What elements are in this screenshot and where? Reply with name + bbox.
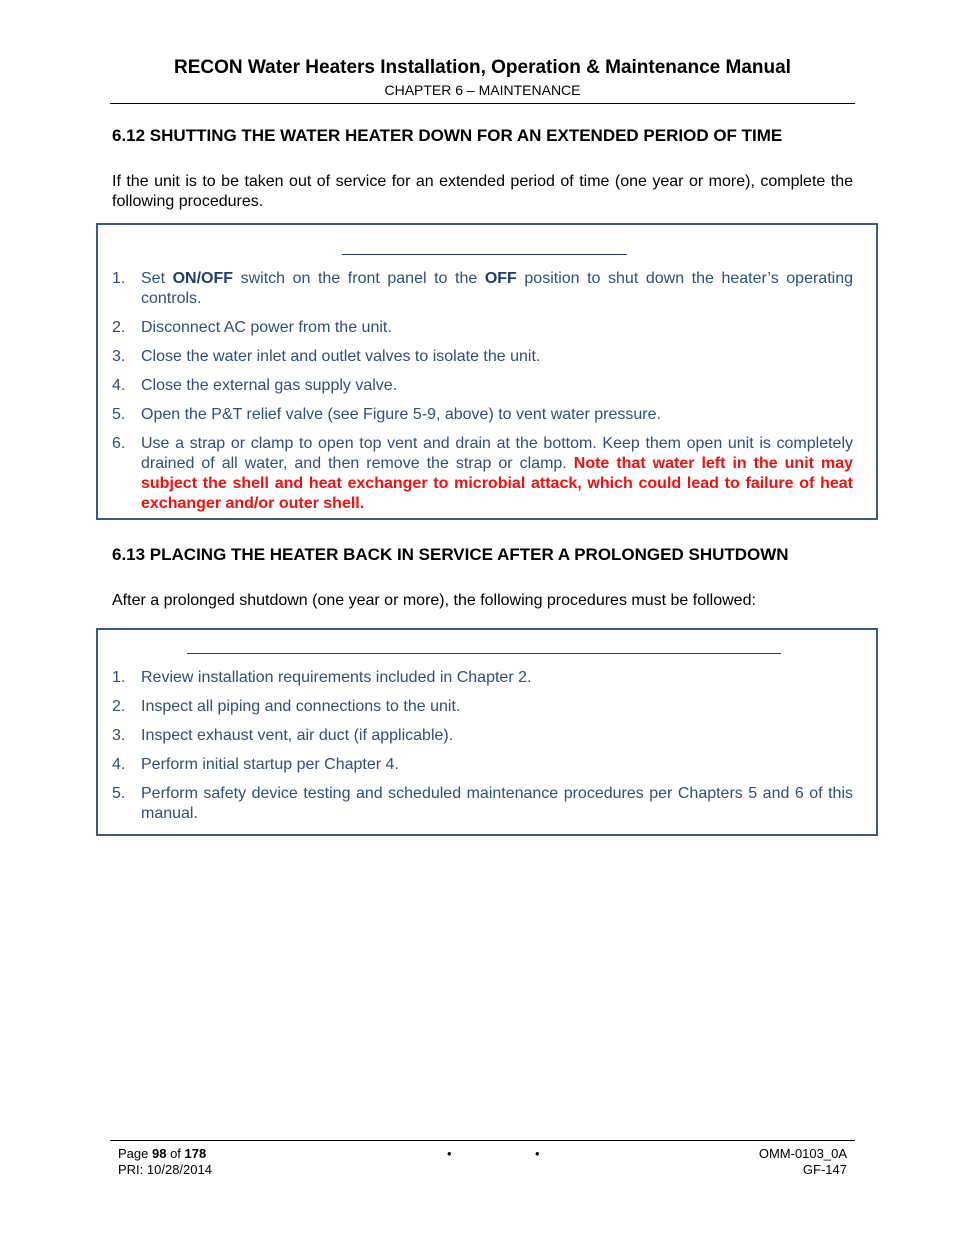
off-label: OFF [484, 270, 517, 287]
document-id: OMM-0103_0A [758, 1146, 847, 1161]
shutdown-procedure-box [96, 223, 878, 520]
page-number: Page 98 of 178 [118, 1146, 207, 1161]
footer-bullet: • [535, 1146, 540, 1161]
restart-steps [112, 668, 853, 833]
warning-note: Note that water left in the unit may subject the shell and heat exchanger to microbial attack, which could lead to failure of heat exchanger and/or outer shell. [141, 455, 854, 512]
footer-left [118, 1146, 212, 1178]
list-item: 2. Inspect all piping and connections to the unit. [112, 698, 461, 715]
step-number: 1. [112, 270, 126, 287]
step-number: 3. [112, 348, 126, 365]
section-613-heading: 6.13 PLACING THE HEATER BACK IN SERVICE AFTER A PROLONGED SHUTDOWN [112, 545, 789, 564]
list-item: 3. Inspect exhaust vent, air duct (if applicable). [112, 727, 454, 744]
section-612-intro: If the unit is to be taken out of service for an extended period of time (one year or more), complete the following procedures. [112, 173, 853, 210]
list-item: 4. Perform initial startup per Chapter 4. [112, 756, 399, 773]
step-number: 5. [112, 785, 126, 802]
list-item: 5. Open the P&T relief valve (see Figure 5-9, above) to vent water pressure. [112, 406, 661, 423]
step-number: 2. [112, 319, 126, 336]
box-title-rule [187, 653, 781, 654]
box-title-rule [342, 254, 627, 255]
restart-procedure-box [96, 628, 878, 836]
footer-bullet: • [447, 1146, 452, 1161]
form-id: GF-147 [802, 1162, 847, 1177]
list-item: 2. Disconnect AC power from the unit. [112, 319, 392, 336]
section-613-intro: After a prolonged shutdown (one year or more), the following procedures must be followed: [112, 592, 756, 609]
chapter-label: CHAPTER 6 – MAINTENANCE [384, 82, 581, 98]
on-off-label: ON/OFF [172, 270, 234, 287]
header-rule [110, 103, 855, 104]
page-header [110, 56, 855, 100]
step-number: 4. [112, 756, 126, 773]
step-number: 1. [112, 669, 126, 686]
list-item: 5. Perform safety device testing and scheduled maintenance procedures per Chapters 5 and 6 of this manual. [112, 785, 853, 822]
document-title: RECON Water Heaters Installation, Operation & Maintenance Manual [174, 57, 791, 78]
footer-rule [110, 1140, 855, 1141]
footer-right [759, 1146, 847, 1178]
step-number: 3. [112, 727, 126, 744]
step-number: 6. [112, 435, 126, 452]
list-item: 6. Use a strap or clamp to open top vent and drain at the bottom. Keep them open unit is completely drained of all water, and then remove the strap or clamp. Note that water left in the unit may subject the shell and heat exchanger to microbial attack, which could lead to failure of heat exchanger and/or outer shell. [112, 435, 854, 512]
step-number: 5. [112, 406, 126, 423]
list-item: 1. Review installation requirements included in Chapter 2. [112, 669, 532, 686]
list-item: 1. Set ON/OFF switch on the front panel to the OFF position to shut down the heater’s operating controls. [112, 270, 853, 307]
list-item: 3. Close the water inlet and outlet valves to isolate the unit. [112, 348, 541, 365]
pri-date: PRI: 10/28/2014 [118, 1162, 212, 1177]
list-item: 4. Close the external gas supply valve. [112, 377, 398, 394]
step-number: 2. [112, 698, 126, 715]
shutdown-steps [112, 269, 853, 523]
section-612-heading: 6.12 SHUTTING THE WATER HEATER DOWN FOR AN EXTENDED PERIOD OF TIME [112, 126, 783, 145]
step-number: 4. [112, 377, 126, 394]
